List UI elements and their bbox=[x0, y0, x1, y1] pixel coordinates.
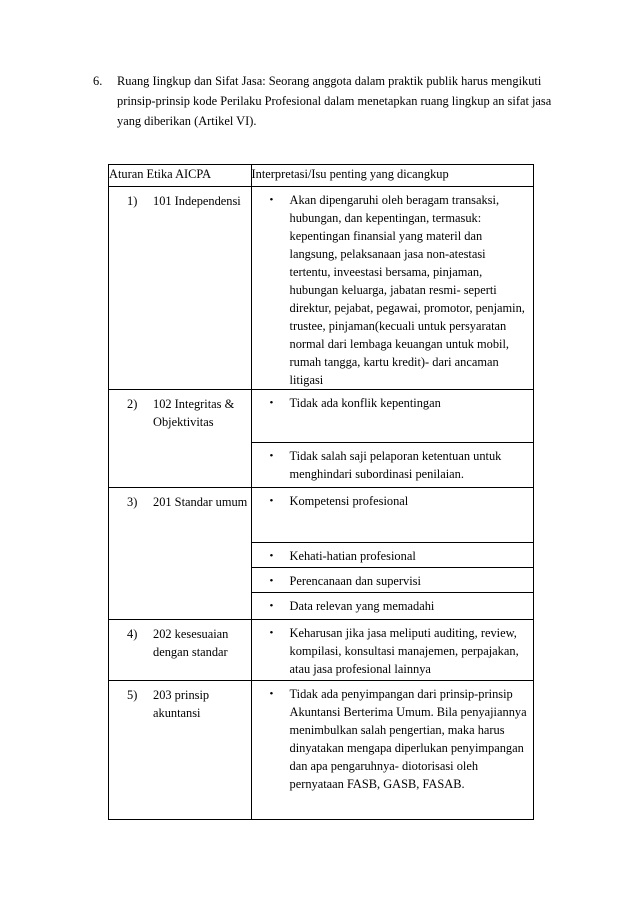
rule-number: 2) bbox=[127, 397, 138, 411]
table-row bbox=[109, 620, 534, 681]
rule-cell bbox=[109, 390, 252, 488]
interpretation-text: Kompetensi profesional bbox=[289, 494, 409, 508]
bullet-icon: • bbox=[269, 575, 274, 587]
intro-number: 6. bbox=[93, 74, 103, 88]
header-rules: Aturan Etika AICPA bbox=[109, 165, 252, 187]
interpretation-cell bbox=[251, 488, 534, 543]
interpretation-text: Kehati-hatian profesional bbox=[289, 549, 416, 563]
interpretation-cell bbox=[251, 593, 534, 620]
header-interpretation: Interpretasi/Isu penting yang dicangkup bbox=[251, 165, 534, 187]
interpretation-text: Tidak salah saji pelaporan ketentuan untuk menghindari subordinasi penilaian. bbox=[289, 449, 502, 481]
rule-cell bbox=[109, 488, 252, 620]
interpretation-text: Data relevan yang memadahi bbox=[289, 599, 435, 613]
interpretation-text: Keharusan jika jasa meliputi auditing, review, kompilasi, konsultasi manajemen, perpajakan, atau jasa profesional lainnya bbox=[289, 626, 519, 676]
rule-number: 3) bbox=[127, 495, 138, 509]
interpretation-cell bbox=[251, 568, 534, 593]
rule-name: 201 Standar umum bbox=[153, 495, 248, 509]
header-row bbox=[109, 165, 534, 187]
rule-cell bbox=[109, 681, 252, 820]
bullet-icon: • bbox=[269, 688, 274, 700]
intro-paragraph bbox=[93, 71, 563, 131]
rule-name: 101 Independensi bbox=[153, 194, 241, 208]
rule-number: 4) bbox=[127, 627, 138, 641]
intro-text: Ruang Iingkup dan Sifat Jasa: Seorang anggota dalam praktik publik harus mengikuti prinsip-prinsip kode Perilaku Profesional dalam menetapkan ruang lingkup an sifat jasa yang diberikan (Artikel VI). bbox=[117, 74, 552, 128]
ethics-table bbox=[108, 164, 534, 820]
table-row bbox=[109, 390, 534, 443]
rule-name: 203 prinsip akuntansi bbox=[153, 688, 210, 720]
interpretation-text: Akan dipengaruhi oleh beragam transaksi, hubungan, dan kepentingan, termasuk: kepentingan finansial yang materil dan langsung, pelaksanaan jasa non-atestasi tertentu, inveestasi bersama, pinjaman, hubungan keluarga, jabatan resmi- seperti direktur, pejabat, pegawai, promotor, penjamin, trustee, pinjaman(kecuali untuk persyaratan normal dari lembaga keuangan untuk mobil, rumah tangga, kartu kredit)- dari ancaman litigasi bbox=[289, 193, 525, 387]
bullet-icon: • bbox=[269, 550, 274, 562]
table-row bbox=[109, 187, 534, 390]
rule-number: 5) bbox=[127, 688, 138, 702]
bullet-icon: • bbox=[269, 495, 274, 507]
rule-cell bbox=[109, 620, 252, 681]
interpretation-text: Tidak ada konflik kepentingan bbox=[289, 396, 441, 410]
rule-name: 102 Integritas & Objektivitas bbox=[153, 397, 235, 429]
interpretation-text: Tidak ada penyimpangan dari prinsip-prinsip Akuntansi Berterima Umum. Bila penyajiannya menimbulkan salah pengertian, maka harus dinyatakan mengapa diperlukan penyimpangan dan apa pengaruhnya- diotorisasi oleh pernyataan FASB, GASB, FASAB. bbox=[289, 687, 527, 791]
bullet-icon: • bbox=[269, 397, 274, 409]
interpretation-cell bbox=[251, 390, 534, 443]
interpretation-text: Perencanaan dan supervisi bbox=[289, 574, 421, 588]
rule-cell bbox=[109, 187, 252, 390]
rule-name: 202 kesesuaian dengan standar bbox=[153, 627, 229, 659]
interpretation-cell bbox=[251, 620, 534, 681]
rule-number: 1) bbox=[127, 194, 138, 208]
table-row bbox=[109, 681, 534, 820]
interpretation-cell bbox=[251, 681, 534, 820]
bullet-icon: • bbox=[269, 600, 274, 612]
bullet-icon: • bbox=[269, 627, 274, 639]
interpretation-cell bbox=[251, 187, 534, 390]
bullet-icon: • bbox=[269, 194, 274, 206]
interpretation-cell bbox=[251, 543, 534, 568]
interpretation-cell bbox=[251, 443, 534, 488]
bullet-icon: • bbox=[269, 450, 274, 462]
table-row bbox=[109, 488, 534, 543]
